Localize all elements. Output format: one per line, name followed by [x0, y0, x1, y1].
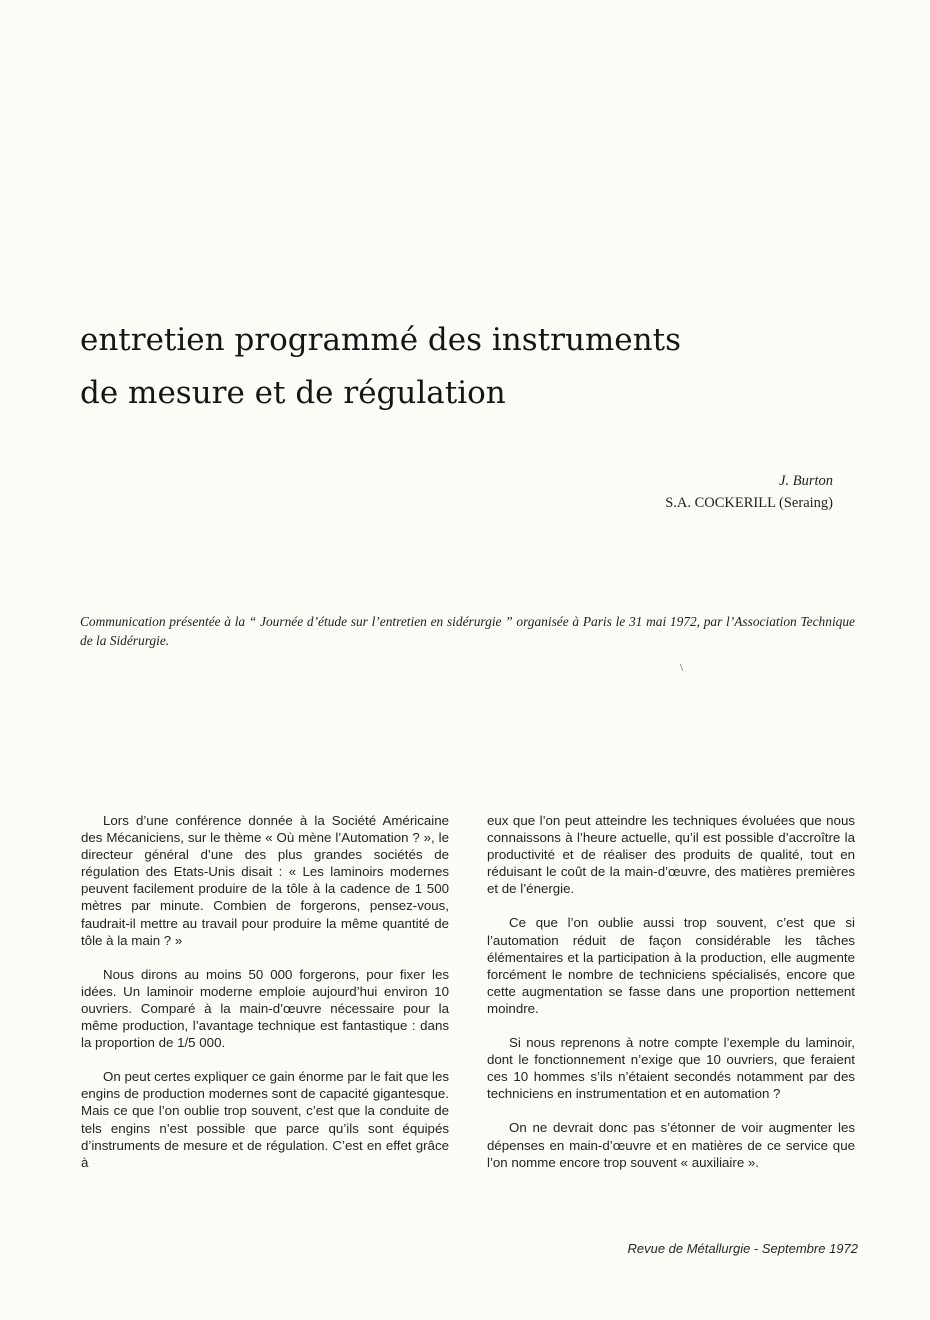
title-line-1: entretien programmé des instruments: [80, 322, 681, 358]
body-paragraph: Ce que l’on oublie aussi trop souvent, c’est que si l’automation réduit de façon considérable les tâches élémentaires et la participation à la production, elle augmente forcément le nombre de techniciens spécialisés, encore que cette augmentation se fasse dans une proportion nettement moindre.: [487, 915, 855, 1016]
stray-mark: \: [680, 662, 684, 674]
author-block: [665, 470, 833, 514]
title-line-2: de mesure et de régulation: [80, 375, 506, 411]
body-paragraph: Nous dirons au moins 50 000 forgerons, pour fixer les idées. Un laminoir moderne emploie aujourd’hui environ 10 ouvriers. Comparé à la main-d’œuvre nécessaire pour la même production, l’avantage technique est fantastique : dans la proportion de 1/5 000.: [81, 966, 449, 1051]
body-paragraph: On ne devrait donc pas s’étonner de voir augmenter les dépenses en main-d’œuvre et en matières de ce service que l’on nomme encore trop souvent « auxiliaire ».: [487, 1120, 855, 1170]
body-paragraph: eux que l’on peut atteindre les techniques évoluées que nous connaissons à l’heure actuelle, qu’il est possible d’accroître la productivité et de réaliser des produits de qualité, tout en réduisant le coût de la main-d’œuvre, des matières premières et de l’énergie.: [487, 813, 855, 897]
body-paragraph: Si nous reprenons à notre compte l’exemple du laminoir, dont le fonctionnement n’exige que 10 ouvriers, que feraient ces 10 hommes s’ils n’étaient secondés notamment par des techniciens en instrumentation et en automation ?: [487, 1035, 855, 1102]
article-title: [80, 314, 840, 420]
body-column-right: [487, 812, 855, 1188]
author-name: J. Burton: [779, 473, 833, 489]
body-paragraph: Lors d’une conférence donnée à la Société Américaine des Mécaniciens, sur le thème « Où mène l’Automation ? », le directeur général d’une des plus grandes sociétés de régulation des Etats-Unis disait : « Les laminoirs modernes peuvent facilement produire de la tôle à la cadence de 1 500 mètres par minute. Combien de forgerons, pensez-vous, faudrait-il mettre au travail pour produire la même quantité de tôle à la main ? »: [81, 813, 449, 948]
body-column-left: [81, 812, 449, 1188]
author-affiliation: S.A. COCKERILL (Seraing): [665, 495, 833, 511]
body-paragraph: On peut certes expliquer ce gain énorme par le fait que les engins de production modernes sont de capacité gigantesque. Mais ce que l’on oublie trop souvent, c’est que la conduite de tels engins n’est possible que parce qu’ils sont équipés d’instruments de mesure et de régulation. C’est en effet grâce à: [81, 1069, 449, 1170]
page-footer: Revue de Métallurgie - Septembre 1972: [627, 1241, 858, 1256]
communication-note: Communication présentée à la “ Journée d’étude sur l’entretien en sidérurgie ” organisée à Paris le 31 mai 1972, par l’Association Technique de la Sidérurgie.: [80, 614, 855, 648]
